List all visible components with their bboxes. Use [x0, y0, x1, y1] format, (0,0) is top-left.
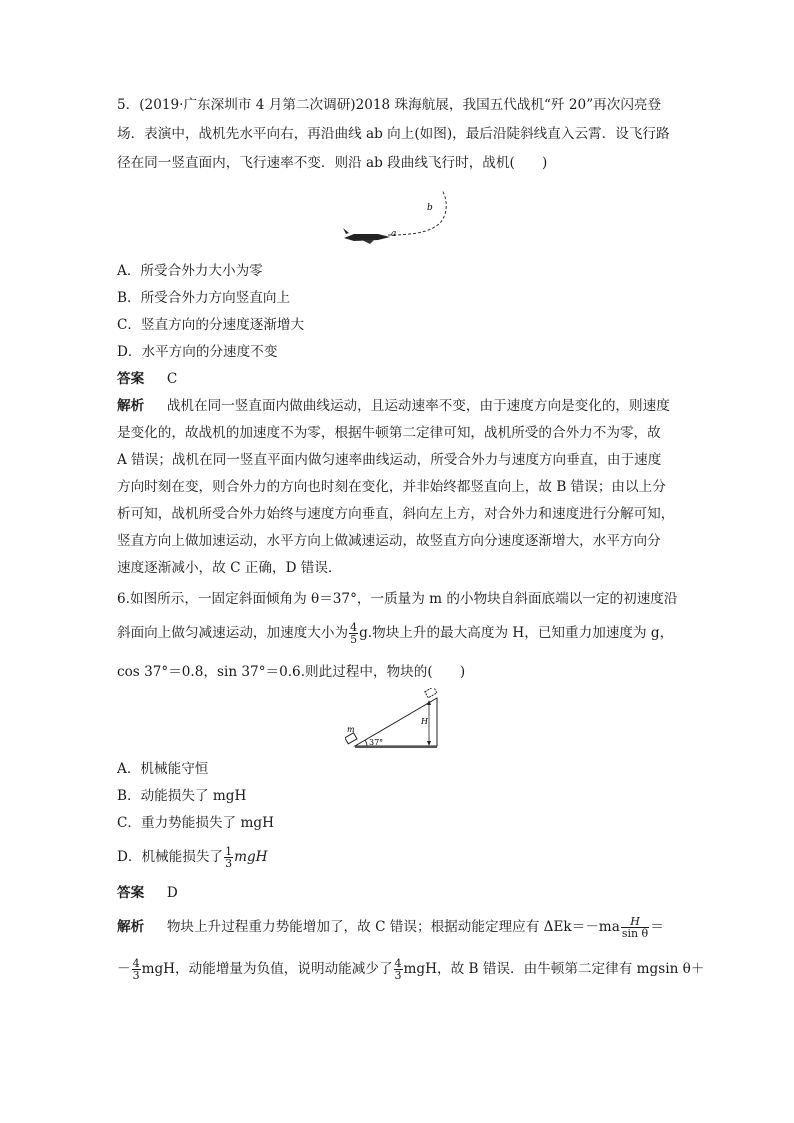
fighter-jet-icon: [343, 228, 390, 244]
q5-stem-line-1: 5．(2019·广东深圳市 4 月第二次调研)2018 珠海航展，我国五代战机“歼 20”再次闪亮登: [117, 97, 662, 113]
frac-den: 3: [225, 857, 233, 870]
frac-den: 5: [350, 633, 358, 646]
frac-num: H: [621, 916, 649, 928]
q5-label-b: b: [427, 203, 433, 213]
q5-analysis-line-3: A 错误；战机在同一竖直平面内做匀速率曲线运动，所受合外力与速度方向垂直，由于速度: [117, 452, 662, 468]
q6-analysis-fraction-2: [132, 958, 141, 981]
q6-option-d-suffix: mgH: [234, 849, 268, 865]
block-at-bottom: [345, 733, 357, 744]
q6-label-m: m: [347, 725, 355, 734]
q5-stem-line-2: 场．表演中，战机先水平向右，再沿曲线 ab 向上(如图)，最后沿陡斜线直入云霄．设飞行路: [117, 126, 670, 142]
q5-answer-value: C: [166, 371, 178, 387]
q5-option-d: D．水平方向的分速度不变: [117, 344, 278, 360]
q5-analysis-line-7: 速度逐渐减小，故 C 正确，D 错误．: [117, 560, 342, 576]
q5-stem-line-3: 径在同一竖直面内，飞行速率不变．则沿 ab 段曲线飞行时，战机( ): [117, 155, 548, 171]
q5-label-a: a: [391, 229, 397, 239]
q6-analysis-1a: 物块上升过程重力势能增加了，故 C 错误；根据动能定理应有 ΔEk＝－ma: [166, 919, 620, 935]
angle-arc: [365, 740, 367, 746]
q6-option-d: [117, 846, 268, 869]
frac-num: 4: [132, 957, 140, 970]
q6-analysis-2c: mgH，故 B 错误．由牛顿第二定律有 mgsin θ＋: [403, 961, 705, 977]
q6-answer: [117, 884, 178, 902]
jet-flight-curve: [388, 190, 446, 235]
q6-analysis-1b: ＝: [650, 919, 664, 935]
q6-analysis-2b: mgH，动能增量为负值，说明动能减少了: [141, 961, 393, 977]
q5-analysis-line-4: 方向时刻在变，则合外力的方向也时刻在变化，并非始终都竖直向上，故 B 错误；由以上分: [117, 479, 666, 495]
q6-label-H: H: [421, 717, 428, 726]
q5-option-b: B．所受合外力方向竖直向上: [117, 290, 291, 306]
q6-option-d-fraction: [224, 846, 233, 869]
q6-analysis-2a: －: [117, 961, 131, 977]
q6-analysis-label: 解析: [117, 919, 145, 935]
q6-analysis-line-2: [117, 958, 704, 981]
q6-answer-label: 答案: [117, 885, 145, 901]
frac-num: 4: [350, 621, 358, 634]
q6-stem-line-2: [117, 622, 673, 645]
q6-figure: [345, 688, 455, 754]
incline-base-shade: [355, 746, 437, 748]
q5-analysis-label: 解析: [117, 398, 145, 414]
frac-den: 3: [132, 969, 140, 982]
q6-analysis-line-1: [117, 916, 664, 939]
q6-stem-line-2a: 斜面向上做匀减速运动，加速度大小为: [117, 625, 349, 641]
q5-answer-label: 答案: [117, 371, 145, 387]
q5-analysis-line-1: [117, 397, 670, 415]
frac-num: 1: [225, 845, 233, 858]
frac-num: 4: [394, 957, 402, 970]
q6-answer-value: D: [166, 885, 178, 901]
q6-stem-line-3: cos 37°＝0.8，sin 37°＝0.6.则此过程中，物块的( ): [117, 664, 466, 680]
q6-accel-fraction: [349, 622, 358, 645]
q6-option-d-prefix: D．机械能损失了: [117, 849, 224, 865]
frac-den: 3: [394, 969, 402, 982]
q5-option-a: A．所受合外力大小为零: [117, 263, 263, 279]
frac-den: sin θ: [621, 927, 649, 940]
q5-figure: [340, 188, 480, 258]
q6-label-angle: 37°: [369, 738, 384, 747]
block-at-top: [425, 688, 437, 698]
q6-option-b: B．动能损失了 mgH: [117, 788, 247, 804]
q6-option-a: A．机械能守恒: [117, 761, 209, 777]
q5-answer: [117, 370, 177, 388]
q6-analysis-fraction-3: [394, 958, 403, 981]
q6-stem-line-2b: g.物块上升的最大高度为 H，已知重力加速度为 g，: [359, 625, 674, 641]
q6-stem-line-1: 6.如图所示，一固定斜面倾角为 θ＝37°，一质量为 m 的小物块自斜面底端以一定的初速度沿: [117, 591, 678, 607]
q6-analysis-fraction-1: [621, 916, 649, 939]
q5-analysis-text-1: 战机在同一竖直面内做曲线运动，且运动速率不变，由于速度方向是变化的，则速度: [166, 398, 670, 414]
q5-analysis-line-6: 竖直方向上做加速运动，水平方向上做减速运动，故竖直方向分速度逐渐增大，水平方向分: [117, 533, 661, 549]
q5-analysis-line-2: 是变化的，故战机的加速度不为零，根据牛顿第二定律可知，战机所受的合外力不为零，故: [117, 425, 661, 441]
q5-analysis-line-5: 析可知，战机所受合外力始终与速度方向垂直，斜向左上方，对合外力和速度进行分解可知，: [117, 506, 675, 522]
q6-option-c: C．重力势能损失了 mgH: [117, 815, 274, 831]
q5-option-c: C．竖直方向的分速度逐渐增大: [117, 317, 305, 333]
